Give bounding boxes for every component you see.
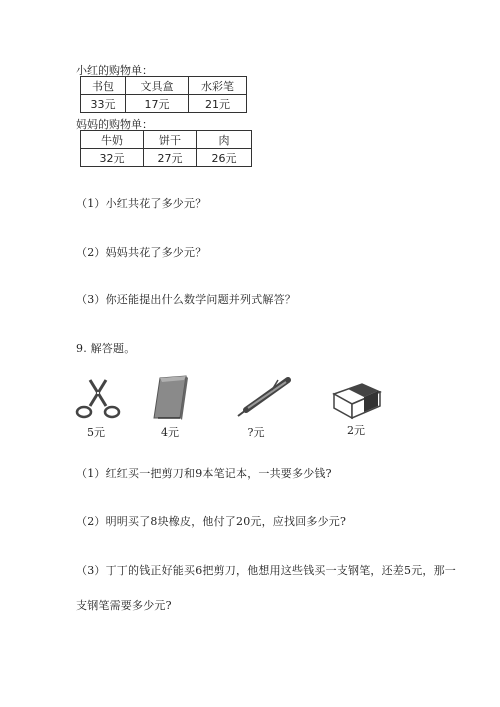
scissors-price-label: 5元 — [87, 426, 105, 439]
scissors-icon — [68, 372, 128, 422]
question-a3: （3）你还能提出什么数学问题并列式解答？ — [76, 293, 296, 306]
pen-icon — [232, 376, 292, 420]
table-row — [81, 131, 252, 149]
mama-list-title: 妈妈的购物单： — [76, 118, 153, 131]
table-row — [81, 149, 252, 167]
eraser-price-label: 2元 — [347, 424, 365, 437]
question-a2: （2）妈妈共花了多少元？ — [76, 246, 207, 259]
question-9-2: （2）明明买了8块橡皮，他付了20元，应找回多少元? — [76, 515, 347, 528]
pen-price-label: ?元 — [247, 426, 265, 439]
table-cell: 文具盒 — [126, 77, 189, 95]
question-9-3: （3）丁丁的钱正好能买6把剪刀，他想用这些钱买一支钢笔，还差5元，那一 — [76, 564, 456, 577]
xiaohong-price-table — [80, 76, 247, 113]
table-cell: 32元 — [81, 149, 144, 167]
question-a1: （1）小红共花了多少元？ — [76, 197, 207, 210]
section-9-title: 9. 解答题。 — [76, 342, 136, 355]
table-row — [81, 77, 247, 95]
table-cell: 牛奶 — [81, 131, 144, 149]
table-cell: 21元 — [189, 95, 247, 113]
table-cell: 17元 — [126, 95, 189, 113]
table-cell: 33元 — [81, 95, 126, 113]
mama-price-table — [80, 130, 252, 167]
table-cell: 26元 — [197, 149, 252, 167]
table-row — [81, 95, 247, 113]
question-9-1: （1）红红买一把剪刀和9本笔记本，一共要多少钱? — [76, 467, 332, 480]
table-cell: 水彩笔 — [189, 77, 247, 95]
question-9-3-continued: 支钢笔需要多少元? — [76, 599, 172, 612]
table-cell: 肉 — [197, 131, 252, 149]
table-cell: 饼干 — [144, 131, 197, 149]
table-cell: 书包 — [81, 77, 126, 95]
table-cell: 27元 — [144, 149, 197, 167]
eraser-icon — [328, 376, 388, 422]
xiaohong-list-title: 小红的购物单： — [76, 64, 153, 77]
notebook-icon — [150, 374, 192, 422]
notebook-price-label: 4元 — [161, 426, 179, 439]
